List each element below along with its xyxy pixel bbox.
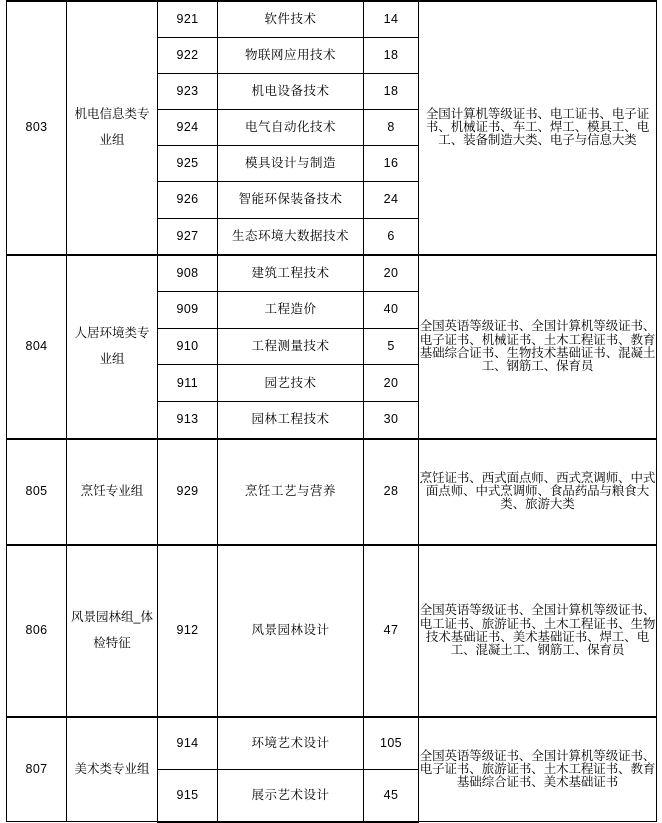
group-name-cell	[67, 1, 158, 255]
plan-count-cell: 20	[364, 255, 419, 292]
plan-count-cell: 8	[364, 110, 419, 146]
plan-count-cell: 30	[364, 402, 419, 439]
group-code-cell: 805	[7, 439, 67, 545]
plan-count-cell: 47	[364, 545, 419, 717]
major-name-cell: 环境艺术设计	[218, 717, 364, 770]
major-name-cell: 机电设备技术	[218, 74, 364, 110]
group-name-line-1: 美术类专业组	[74, 761, 150, 776]
major-code-cell: 912	[158, 545, 218, 717]
major-name-cell: 物联网应用技术	[218, 38, 364, 74]
major-name-cell: 智能环保装备技术	[218, 182, 364, 218]
plan-count-cell: 5	[364, 328, 419, 365]
plan-count-cell: 6	[364, 218, 419, 255]
certificates-cell: 全国英语等级证书、全国计算机等级证书、电子证书、机械证书、土木工程证书、教育基础综合证书、生物技术基础证书、混凝土工、钢筋工、保育员	[419, 255, 657, 439]
major-code-cell: 915	[158, 769, 218, 822]
table-body	[7, 1, 657, 822]
plan-count-cell: 45	[364, 769, 419, 822]
plan-count-cell: 18	[364, 38, 419, 74]
group-code-cell: 807	[7, 717, 67, 822]
certificates-cell: 全国英语等级证书、全国计算机等级证书、电工证书、旅游证书、土木工程证书、生物技术基础证书、美术基础证书、焊工、电工、混凝土工、钢筋工、保育员	[419, 545, 657, 717]
plan-count-cell: 16	[364, 146, 419, 182]
group-name-line-2: 业组	[99, 132, 125, 147]
major-code-cell: 910	[158, 328, 218, 365]
major-code-cell: 922	[158, 38, 218, 74]
group-code-cell: 806	[7, 545, 67, 717]
major-code-cell: 909	[158, 292, 218, 329]
major-code-cell: 927	[158, 218, 218, 255]
group-name-cell	[67, 439, 158, 545]
major-name-cell: 软件技术	[218, 1, 364, 38]
group-name-cell	[67, 545, 158, 717]
major-code-cell: 914	[158, 717, 218, 770]
major-name-cell: 生态环境大数据技术	[218, 218, 364, 255]
table-row	[7, 1, 657, 38]
plan-count-cell: 20	[364, 365, 419, 402]
group-name-cell	[67, 255, 158, 439]
table-row	[7, 545, 657, 717]
plan-count-cell: 18	[364, 74, 419, 110]
major-name-cell: 模具设计与制造	[218, 146, 364, 182]
major-name-cell: 烹饪工艺与营养	[218, 439, 364, 545]
certificates-cell: 全国英语等级证书、全国计算机等级证书、电子证书、旅游证书、土木工程证书、教育基础综合证书、美术基础证书	[419, 717, 657, 822]
major-name-cell: 建筑工程技术	[218, 255, 364, 292]
major-code-cell: 929	[158, 439, 218, 545]
group-name-line-1: 机电信息类专	[74, 107, 150, 122]
major-name-cell: 展示艺术设计	[218, 769, 364, 822]
major-code-cell: 921	[158, 1, 218, 38]
plan-count-cell: 24	[364, 182, 419, 218]
group-code-cell: 803	[7, 1, 67, 255]
major-code-cell: 924	[158, 110, 218, 146]
group-name-line-1: 风景园林组_体	[71, 610, 153, 624]
major-code-cell: 923	[158, 74, 218, 110]
major-code-cell: 911	[158, 365, 218, 402]
major-name-cell: 风景园林设计	[218, 545, 364, 717]
major-name-cell: 工程造价	[218, 292, 364, 329]
major-name-cell: 园艺技术	[218, 365, 364, 402]
major-name-cell: 电气自动化技术	[218, 110, 364, 146]
major-name-cell: 工程测量技术	[218, 328, 364, 365]
plan-count-cell: 40	[364, 292, 419, 329]
plan-count-cell: 14	[364, 1, 419, 38]
table-row	[7, 439, 657, 545]
group-code-cell: 804	[7, 255, 67, 439]
group-name-line-1: 人居环境类专	[74, 326, 150, 341]
major-code-cell: 925	[158, 146, 218, 182]
table-row	[7, 255, 657, 292]
group-name-line-2: 检特征	[93, 635, 131, 650]
plan-count-cell: 28	[364, 439, 419, 545]
major-code-cell: 913	[158, 402, 218, 439]
plan-count-cell: 105	[364, 717, 419, 770]
certificates-cell: 全国计算机等级证书、电工证书、电子证书、机械证书、车工、焊工、模具工、电工、装备制造大类、电子与信息大类	[419, 1, 657, 255]
major-code-cell: 926	[158, 182, 218, 218]
major-code-cell: 908	[158, 255, 218, 292]
admissions-plan-table	[6, 0, 657, 823]
table-row	[7, 717, 657, 770]
group-name-line-2: 业组	[99, 351, 125, 366]
major-name-cell: 园林工程技术	[218, 402, 364, 439]
group-name-line-1: 烹饪专业组	[80, 483, 144, 498]
certificates-cell: 烹饪证书、西式面点师、西式烹调师、中式面点师、中式烹调师、食品药品与粮食大类、旅游大类	[419, 439, 657, 545]
